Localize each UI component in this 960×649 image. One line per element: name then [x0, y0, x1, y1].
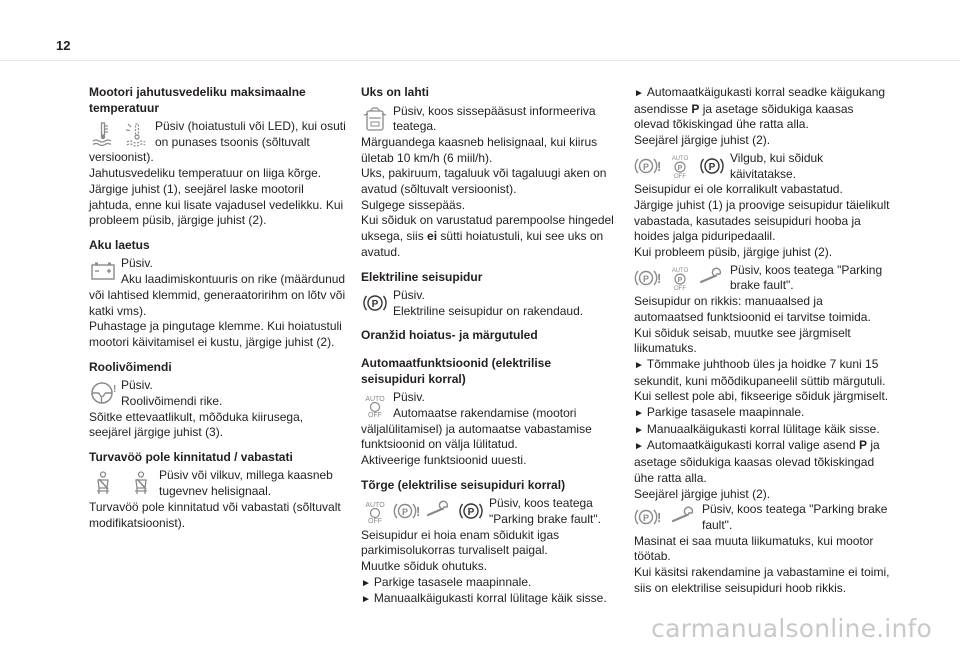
paragraph: Masinat ei saa muuta liikumatuks, kui mootor töötab. [634, 533, 874, 564]
svg-text:AUTO: AUTO [671, 267, 689, 274]
arrow-icon: ► [634, 88, 644, 99]
seat-belt-icon [127, 470, 155, 496]
section-title: Turvavöö pole kinnitatud / vabastati [89, 449, 293, 464]
bullet-item: ► Parkige tasasele maapinnale. [634, 405, 805, 420]
svg-text:OFF: OFF [368, 412, 382, 419]
section-title: Tõrge (elektrilise seisupiduri korral) [361, 477, 566, 492]
auto-off-icon [361, 392, 389, 418]
seat-belt-icon [89, 470, 117, 496]
steering-wheel-warning-icon [89, 380, 117, 406]
icon-description: Roolivõimendi rike. [121, 393, 223, 408]
icon-description: Püsiv. [121, 378, 153, 393]
page-number: 12 [56, 38, 71, 53]
brake-warning-icon [634, 265, 662, 291]
icon-description: Automaatse rakendamise (mootori [393, 405, 577, 420]
icon-description: Püsiv või vilkuv, millega kaasneb tugevnev helisignaal. [159, 468, 333, 499]
paragraph: väljalülitamisel) ja automaatse vabastamise funktsioonid on välja lülitatud. [361, 421, 592, 452]
paragraph: Muutke sõiduk ohutuks. [361, 558, 488, 573]
icon-description: Elektriline seisupidur on rakendaud. [393, 303, 584, 318]
paragraph: Seisupidur ei ole korralikult vabastatud. [634, 182, 843, 197]
svg-text:P: P [677, 276, 683, 284]
section-title: Roolivõimendi [89, 359, 172, 374]
icon-description: Püsiv, koos sissepääsust informeeriva teatega. [393, 103, 596, 134]
paragraph: Jahutusvedeliku temperatuur on liiga kõrge. [89, 166, 322, 181]
arrow-icon: ► [634, 441, 644, 453]
svg-text:P: P [677, 164, 683, 172]
svg-text:OFF: OFF [674, 285, 686, 291]
svg-text:OFF: OFF [674, 173, 686, 179]
parking-brake-fault-section [361, 478, 617, 608]
brake-warning-icon [634, 504, 662, 530]
coolant-temperature-icon [89, 121, 117, 147]
parking-brake-icon [361, 290, 389, 316]
paragraph: Sõitke ettevaatlikult, mõõduka kiirusega, seejärel järgige juhist (3). [89, 409, 304, 440]
paragraph: Seisupidur ei hoia enam sõidukit igas parkimisolukorras turvaliselt paigal. [361, 527, 560, 558]
seat-belt-section [89, 450, 346, 531]
svg-text:AUTO: AUTO [365, 396, 385, 404]
paragraph: Kui sellest pole abi, fikseerige sõiduk järgmiselt. [634, 389, 889, 404]
arrow-icon: ► [634, 408, 644, 420]
section-title: Uks on lahti [361, 85, 430, 99]
paragraph: Seejärel järgige juhist (2). [634, 486, 771, 501]
battery-icon [89, 258, 117, 284]
bullet-item: ► Tõmmake juhthoob üles ja hoidke 7 kuni 15 sekundit, kuni mõõdikupaneelil süttib märgutuli. [634, 356, 886, 388]
bullet-item: ► Parkige tasasele maapinnale. [361, 574, 532, 589]
auto-off-icon [361, 498, 389, 524]
icon-description: Püsiv (hoiatustuli või LED), kui osuti on punases tsoonis (sõltuvalt [155, 119, 346, 149]
paragraph: Seisupidur on rikkis: manuaalsed ja automaatsed funktsioonid ei tarvitse toimida. [634, 294, 871, 324]
svg-text:AUTO: AUTO [671, 155, 689, 162]
bullet-item: ► Automaatkäigukasti korral valige asend P ja asetage sõidukiga kaasas olevad tõkiskingad ühe ratta alla. [634, 438, 880, 485]
coolant-temperature-section [89, 85, 346, 229]
icon-description: Püsiv. [121, 256, 153, 271]
paragraph: Sulgege sissepääs. [361, 197, 466, 212]
paragraph: Kui sõiduk seisab, muutke see järgmiselt liikumatuks. [634, 325, 851, 356]
coolant-temperature-needle-icon [123, 121, 151, 147]
arrow-icon: ► [634, 359, 644, 371]
bullet-item: ► Automaatkäigukasti korral seadke käigukang asendisse P ja asetage sõidukiga kaasas olevad tõkiskingad ühe ratta alla. [634, 85, 886, 132]
paragraph: Kui sõiduk on varustatud parempoolse hingedel uksega, siis ei sütti hoiatustuli, kui see uks on avatud. [361, 213, 614, 259]
bullet-item: ► Manuaalkäigukasti korral lülitage käik sisse. [361, 591, 607, 606]
paragraph: Seejärel järgige juhist (2). [634, 133, 771, 148]
paragraph: Järgige juhist (1), seejärel laske mootoril jahtuda, enne kui lisate vajadusel vedelikku. Kui probleem püsib, järgige juhist (2). [89, 181, 344, 228]
automatic-functions-section [361, 356, 617, 469]
paragraph: Turvavöö pole kinnitatud või vabastati (sõltuvalt modifikatsioonist). [89, 499, 341, 530]
paragraph: Uks, pakiruum, tagaluuk või tagaluugi aken on avatud (sõltuvalt versioonist). [361, 166, 607, 197]
door-open-icon [361, 106, 389, 132]
orange-warning-lights-heading: Oranžid hoiatus- ja märgutuled [361, 328, 538, 343]
section-title: Mootori jahutusvedeliku maksimaalne temperatuur [89, 85, 306, 115]
brake-warning-icon [634, 153, 662, 179]
svg-text:OFF: OFF [368, 518, 382, 525]
paragraph: versioonist). [89, 150, 154, 165]
wrench-icon [698, 265, 726, 291]
column-3 [634, 85, 892, 597]
paragraph: Järgige juhist (1) ja proovige seisupidur täielikult vabastada, kasutades seisupiduri hooba ja hoides jalga piduripedaalil. [634, 197, 890, 244]
paragraph: Kui probleem püsib, järgige juhist (2). [634, 245, 833, 260]
column-2 [361, 85, 617, 617]
auto-brake-icon [666, 265, 694, 291]
section-title: Aku laetus [89, 237, 150, 252]
top-divider [0, 60, 960, 61]
icon-description: Püsiv. [393, 288, 425, 303]
svg-text:AUTO: AUTO [365, 502, 385, 510]
paragraph: Aktiveerige funktsioonid uuesti. [361, 452, 527, 467]
battery-charge-section [89, 238, 346, 351]
arrow-icon: ► [361, 577, 371, 589]
parking-brake-icon [698, 153, 726, 179]
column-1 [89, 85, 346, 540]
paragraph: või lahtised klemmid, generaatoririhm on lõtv või katki vms). [89, 287, 346, 318]
icon-description: Püsiv, koos teatega "Parking brake fault". [730, 262, 883, 293]
icon-description: Püsiv, koos teatega "Parking brake fault". [702, 502, 888, 532]
wrench-icon [425, 498, 453, 524]
icon-description: Vilgub, kui sõiduk käivitatakse. [730, 150, 824, 181]
parking-brake-icon [457, 498, 485, 524]
power-steering-section [89, 360, 346, 441]
auto-brake-icon [666, 153, 694, 179]
door-open-section [361, 85, 617, 261]
section-title: Automaatfunktsioonid (elektrilise seisupiduri korral) [361, 356, 552, 386]
icon-description: Aku laadimiskontuuris on rike (määrdunud [121, 272, 346, 287]
arrow-icon: ► [634, 424, 644, 436]
wrench-icon [670, 504, 698, 530]
paragraph: Kui käsitsi rakendamine ja vabastamine ei toimi, siis on elektrilise seisupiduri hoob rikkis. [634, 565, 890, 595]
paragraph: Puhastage ja pingutage klemme. Kui hoiatustuli mootori käivitamisel ei kustu, järgige juhist (2). [89, 319, 342, 349]
arrow-icon: ► [361, 594, 371, 606]
brake-warning-icon [393, 498, 421, 524]
icon-description: Püsiv, koos teatega "Parking brake fault". [489, 496, 601, 526]
electric-parking-brake-section [361, 270, 617, 320]
paragraph: Märguandega kaasneb helisignaal, kui kiirus ületab 10 km/h (6 miil/h). [361, 134, 598, 165]
bullet-item: ► Manuaalkäigukasti korral lülitage käik sisse. [634, 421, 880, 436]
watermark: carmanualsonline.info [651, 614, 932, 643]
icon-description: Püsiv. [393, 390, 425, 405]
section-title: Elektriline seisupidur [361, 269, 483, 284]
